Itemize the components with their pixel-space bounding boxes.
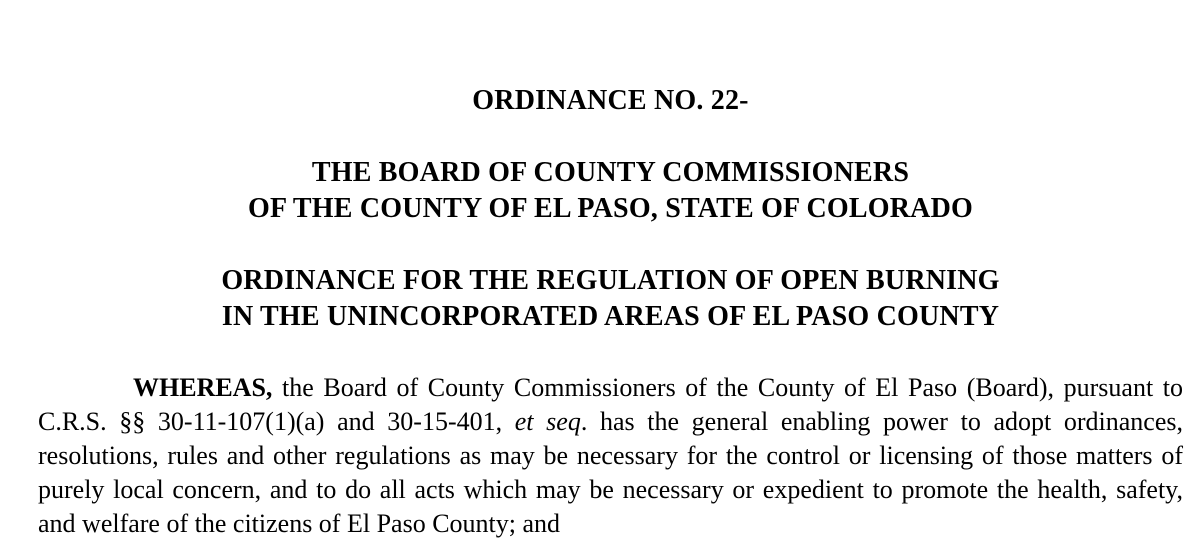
whereas-text-after-italic: . has the general enabling power to adopt ordinances, resolutions, rules and other regulations as may be necessary for the control or licensing of those matters of purely local concern, and to do all acts which may be necessary or expedient to promote the health, safety, and welfare of the citizens of El Paso County; and xyxy=(38,407,1184,538)
whereas-paragraph xyxy=(38,371,1183,541)
whereas-italic-citation: et seq xyxy=(514,407,581,436)
whereas-lead: WHEREAS, xyxy=(133,373,273,402)
board-heading-line-2: OF THE COUNTY OF EL PASO, STATE OF COLORADO xyxy=(247,193,974,224)
whereas-text-before-italic: the Board of County Commissioners of the County of El Paso (Board), pursuant to C.R.S. §§ 30-11-107(1)(a) and 30-15-401, xyxy=(38,373,1183,436)
ordinance-number-heading: ORDINANCE NO. 22- xyxy=(472,85,749,116)
subject-heading-line-2: IN THE UNINCORPORATED AREAS OF EL PASO COUNTY xyxy=(221,301,1000,332)
board-heading-line-1: THE BOARD OF COUNTY COMMISSIONERS xyxy=(311,157,910,188)
board-heading xyxy=(38,155,1183,227)
subject-heading xyxy=(38,263,1183,335)
subject-heading-line-1: ORDINANCE FOR THE REGULATION OF OPEN BURNING xyxy=(221,265,1000,296)
